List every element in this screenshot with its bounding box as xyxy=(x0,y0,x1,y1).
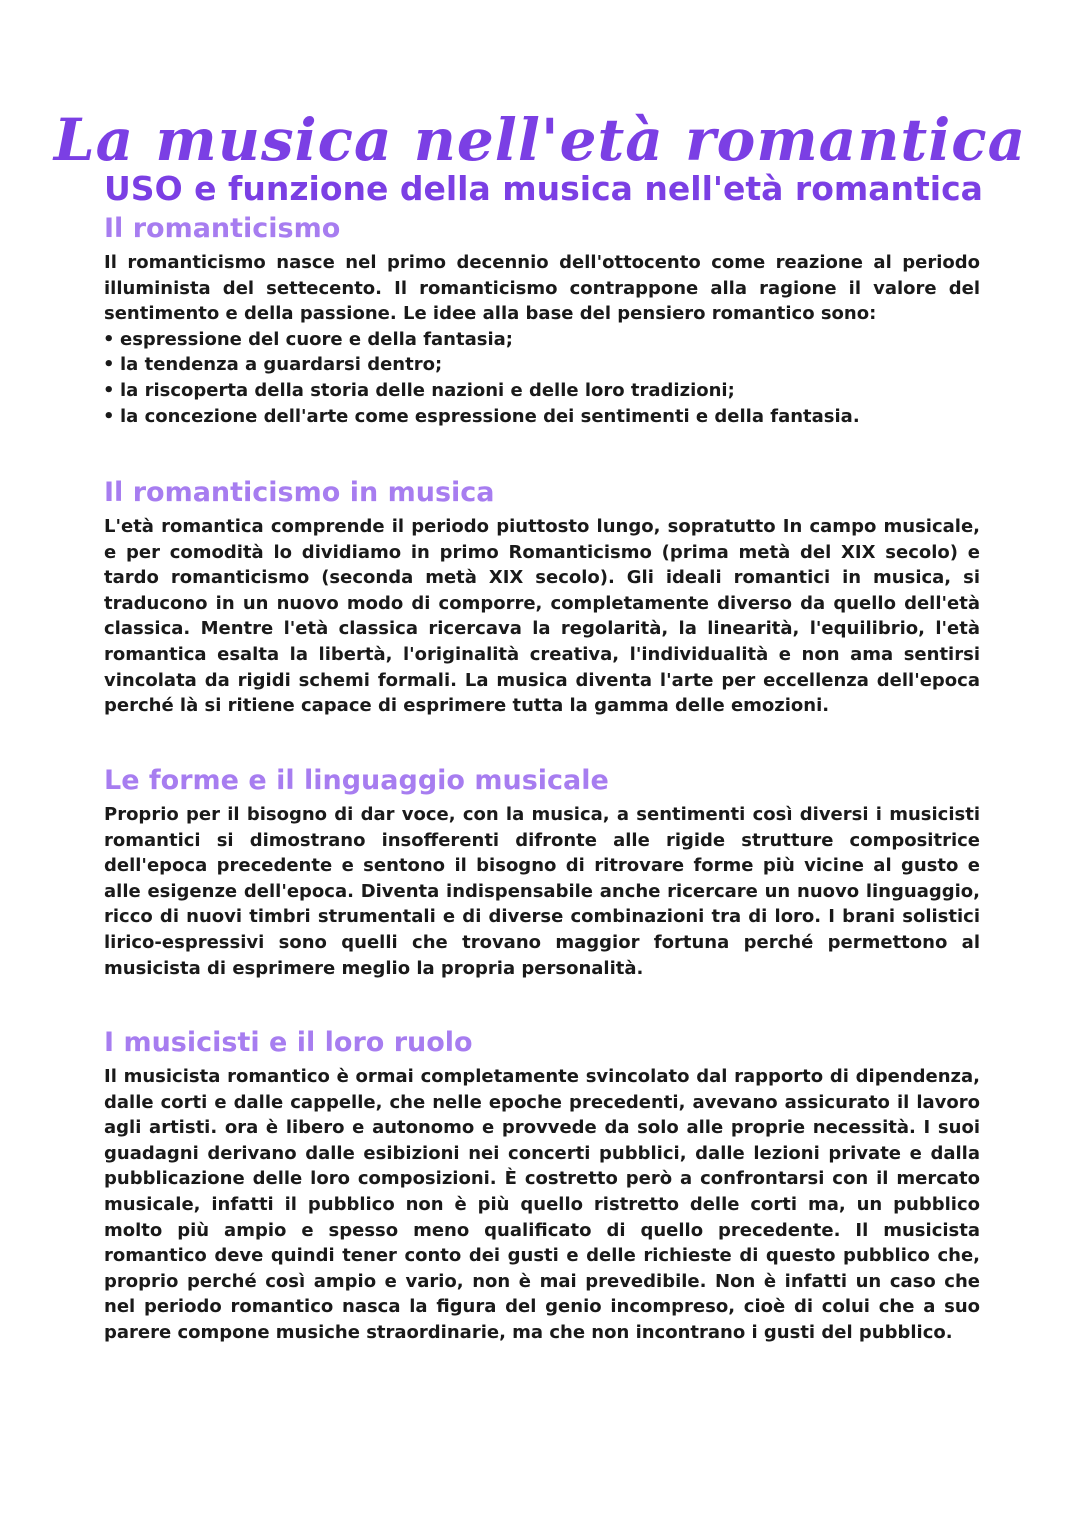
section-paragraph: Il romanticismo nasce nel primo decennio dell'ottocento come reazione al periodo illuminista del settecento. Il romanticismo contrappone alla ragione il valore del sentimento e della passione. Le idee alla base del pensiero romantico sono: xyxy=(104,252,980,325)
page-subtitle: USO e funzione della musica nell'età romantica xyxy=(104,169,983,208)
bullet-text: espressione del cuore e della fantasia; xyxy=(120,328,513,350)
section-paragraph: L'età romantica comprende il periodo piuttosto lungo, sopratutto In campo musicale, e per comodità lo dividiamo in primo Romanticismo (prima metà del XIX secolo) e tardo romanticismo (seconda metà XIX secolo). Gli ideali romantici in musica, si traducono in un nuovo modo di comporre, completamente diverso da quello dell'età classica. Mentre l'età classica ricercava la regolarità, la linearità, l'equilibrio, l'età romantica esalta la libertà, l'originalità creativa, l'individualità e non ama sentirsi vincolata da rigidi schemi formali. La musica diventa l'arte per eccellenza dell'epoca perché là si ritiene capace di esprimere tutta la gamma delle emozioni. xyxy=(104,516,980,717)
bullet-item xyxy=(104,327,980,353)
bullet-dot-icon: • xyxy=(103,328,115,350)
section-paragraph: Proprio per il bisogno di dar voce, con la musica, a sentimenti così diversi i musicisti romantici si dimostrano insofferenti difronte alle rigide strutture compositrice dell'epoca precedente e sentono il bisogno di ritrovare forme più vicine al gusto e alle esigenze dell'epoca. Diventa indispensabile anche ricercare un nuovo linguaggio, ricco di nuovi timbri strumentali e di diverse combinazioni tra di loro. I brani solistici lirico-espressivi sono quelli che trovano maggior fortuna perché permettono al musicista di esprimere meglio la propria personalità. xyxy=(104,804,980,979)
page-title: La musica nell'età romantica xyxy=(53,106,1027,174)
bullet-item xyxy=(104,404,980,430)
bullet-dot-icon: • xyxy=(103,379,115,401)
bullet-dot-icon: • xyxy=(103,405,115,427)
bullet-text: la tendenza a guardarsi dentro; xyxy=(120,354,443,376)
section-romanticismo xyxy=(104,212,980,429)
section-heading: Le forme e il linguaggio musicale xyxy=(104,765,609,796)
bullet-list xyxy=(104,327,980,429)
section-musicisti-ruolo xyxy=(104,1026,980,1346)
bullet-text: la concezione dell'arte come espressione dei sentimenti e della fantasia. xyxy=(120,405,860,427)
section-heading: Il romanticismo in musica xyxy=(104,477,495,508)
bullet-item xyxy=(104,352,980,378)
bullet-item xyxy=(104,378,980,404)
section-heading: Il romanticismo xyxy=(104,213,341,244)
section-paragraph: Il musicista romantico è ormai completamente svincolato dal rapporto di dipendenza, dalle corti e dalle cappelle, che nelle epoche precedenti, avevano assicurato il lavoro agli artisti. ora è libero e autonomo e provvede da solo alle proprie necessità. I suoi guadagni derivano dalle esibizioni nei concerti pubblici, dalle lezioni private e dalla pubblicazione delle loro composizioni. È costretto però a confrontarsi con il mercato musicale, infatti il pubblico non è più quello ristretto delle corti ma, un pubblico molto più ampio e spesso meno qualificato di quello precedente. Il musicista romantico deve quindi tener conto dei gusti e delle richieste di questo pubblico che, proprio perché così ampio e vario, non è mai prevedibile. Non è infatti un caso che nel periodo romantico nasca la figura del genio incompreso, cioè di colui che a suo parere compone musiche straordinarie, ma che non incontrano i gusti del pubblico. xyxy=(104,1066,980,1343)
section-romanticismo-in-musica xyxy=(104,476,980,719)
section-heading: I musicisti e il loro ruolo xyxy=(104,1027,473,1058)
bullet-dot-icon: • xyxy=(103,354,115,376)
section-forme-linguaggio xyxy=(104,764,980,981)
bullet-text: la riscoperta della storia delle nazioni e delle loro tradizioni; xyxy=(120,379,735,401)
